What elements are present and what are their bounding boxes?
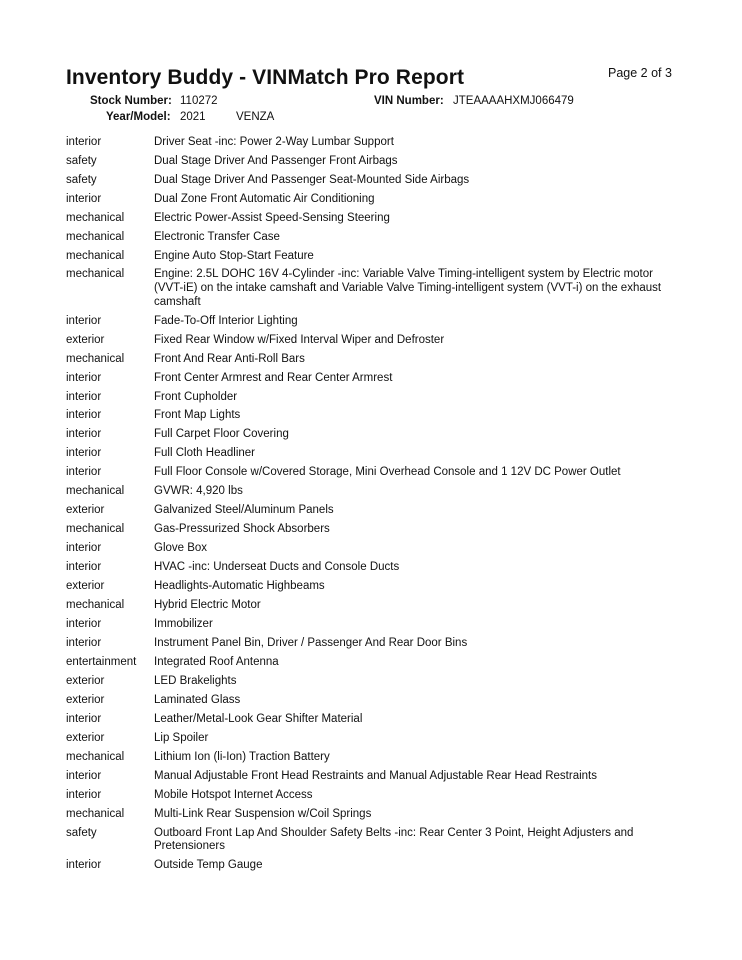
feature-category: safety bbox=[66, 826, 97, 839]
feature-row bbox=[66, 857, 666, 876]
feature-row bbox=[66, 266, 666, 312]
feature-description: Gas-Pressurized Shock Absorbers bbox=[154, 523, 330, 536]
feature-row bbox=[66, 578, 666, 597]
feature-description: Fade-To-Off Interior Lighting bbox=[154, 314, 298, 327]
feature-category: interior bbox=[66, 769, 102, 782]
feature-category: interior bbox=[66, 447, 102, 460]
feature-description: Integrated Roof Antenna bbox=[154, 656, 279, 669]
feature-description: Dual Stage Driver And Passenger Seat-Mounted Side Airbags bbox=[154, 173, 470, 186]
feature-category: interior bbox=[66, 561, 102, 574]
feature-row bbox=[66, 426, 666, 445]
feature-category: interior bbox=[66, 371, 102, 384]
feature-category: interior bbox=[66, 859, 102, 872]
feature-category: mechanical bbox=[66, 230, 125, 243]
feature-category: interior bbox=[66, 192, 102, 205]
feature-category: safety bbox=[66, 154, 97, 167]
feature-category: mechanical bbox=[66, 807, 125, 820]
feature-row bbox=[66, 350, 666, 369]
feature-category: mechanical bbox=[66, 268, 125, 281]
feature-category: interior bbox=[66, 618, 102, 631]
year-value: 2021 bbox=[180, 111, 206, 123]
feature-description: HVAC -inc: Underseat Ducts and Console Ducts bbox=[154, 561, 400, 574]
feature-list bbox=[66, 133, 666, 876]
vin-label: VIN Number: bbox=[374, 95, 444, 107]
feature-description: Outboard Front Lap And Shoulder Safety Belts -inc: Rear Center 3 Point, Height Adjusters and Pretensioners bbox=[154, 826, 634, 853]
feature-row bbox=[66, 209, 666, 228]
feature-category: interior bbox=[66, 466, 102, 479]
year-model-label: Year/Model: bbox=[106, 111, 171, 123]
feature-category: interior bbox=[66, 314, 102, 327]
feature-row bbox=[66, 824, 666, 857]
feature-description: Engine: 2.5L DOHC 16V 4-Cylinder -inc: Variable Valve Timing-intelligent system by Electric motor (VVT-iE) on the intake camshaft and Variable Valve Timing-intelligent system (VVT-i) on the exhaust camshaft bbox=[154, 268, 662, 308]
feature-category: exterior bbox=[66, 580, 105, 593]
feature-row bbox=[66, 190, 666, 209]
feature-row bbox=[66, 691, 666, 710]
feature-row bbox=[66, 634, 666, 653]
report-title: Inventory Buddy - VINMatch Pro Report bbox=[66, 66, 465, 89]
feature-description: Galvanized Steel/Aluminum Panels bbox=[154, 504, 334, 517]
feature-row bbox=[66, 152, 666, 171]
stock-number-label: Stock Number: bbox=[90, 95, 172, 107]
feature-category: interior bbox=[66, 542, 102, 555]
feature-description: Hybrid Electric Motor bbox=[154, 599, 261, 612]
feature-category: exterior bbox=[66, 731, 105, 744]
feature-category: mechanical bbox=[66, 523, 125, 536]
feature-row bbox=[66, 653, 666, 672]
feature-description: Full Cloth Headliner bbox=[154, 447, 255, 460]
feature-row bbox=[66, 312, 666, 331]
stock-number-value: 110272 bbox=[180, 95, 218, 107]
feature-category: mechanical bbox=[66, 750, 125, 763]
feature-category: interior bbox=[66, 788, 102, 801]
feature-row bbox=[66, 445, 666, 464]
feature-description: Instrument Panel Bin, Driver / Passenger And Rear Door Bins bbox=[154, 637, 468, 650]
feature-description: Glove Box bbox=[154, 542, 208, 555]
feature-description: Driver Seat -inc: Power 2-Way Lumbar Support bbox=[154, 135, 394, 148]
feature-row bbox=[66, 767, 666, 786]
feature-row bbox=[66, 369, 666, 388]
feature-description: Lip Spoiler bbox=[154, 731, 209, 744]
feature-description: Mobile Hotspot Internet Access bbox=[154, 788, 313, 801]
feature-description: LED Brakelights bbox=[154, 675, 237, 688]
feature-row bbox=[66, 502, 666, 521]
feature-description: Dual Stage Driver And Passenger Front Airbags bbox=[154, 154, 398, 167]
feature-category: mechanical bbox=[66, 352, 125, 365]
feature-category: exterior bbox=[66, 694, 105, 706]
feature-description: Leather/Metal-Look Gear Shifter Material bbox=[154, 712, 363, 725]
feature-category: interior bbox=[66, 637, 102, 650]
feature-description: Laminated Glass bbox=[154, 694, 241, 706]
feature-row bbox=[66, 710, 666, 729]
feature-category: mechanical bbox=[66, 249, 125, 262]
feature-category: exterior bbox=[66, 504, 105, 517]
vin-value: JTEAAAAHXMJ066479 bbox=[453, 95, 574, 107]
feature-category: mechanical bbox=[66, 485, 125, 498]
feature-description: Dual Zone Front Automatic Air Conditioning bbox=[154, 192, 375, 205]
feature-category: interior bbox=[66, 135, 102, 148]
feature-description: Front Center Armrest and Rear Center Armrest bbox=[154, 371, 393, 384]
feature-description: Multi-Link Rear Suspension w/Coil Springs bbox=[154, 807, 372, 820]
feature-row bbox=[66, 559, 666, 578]
feature-category: exterior bbox=[66, 333, 105, 346]
feature-category: interior bbox=[66, 712, 102, 725]
feature-row bbox=[66, 748, 666, 767]
page-number: Page 2 of 3 bbox=[608, 66, 672, 80]
feature-row bbox=[66, 483, 666, 502]
feature-description: Front Map Lights bbox=[154, 409, 241, 422]
feature-category: exterior bbox=[66, 675, 105, 688]
feature-description: GVWR: 4,920 lbs bbox=[154, 485, 243, 498]
feature-row bbox=[66, 786, 666, 805]
feature-category: interior bbox=[66, 428, 102, 441]
feature-row bbox=[66, 729, 666, 748]
feature-description: Immobilizer bbox=[154, 618, 213, 631]
feature-description: Headlights-Automatic Highbeams bbox=[154, 580, 325, 593]
feature-row bbox=[66, 407, 666, 426]
feature-description: Full Carpet Floor Covering bbox=[154, 428, 289, 441]
feature-row bbox=[66, 805, 666, 824]
feature-description: Electric Power-Assist Speed-Sensing Steering bbox=[154, 211, 390, 224]
feature-category: mechanical bbox=[66, 599, 125, 612]
feature-row bbox=[66, 247, 666, 266]
feature-description: Front And Rear Anti-Roll Bars bbox=[154, 352, 305, 365]
feature-description: Engine Auto Stop-Start Feature bbox=[154, 249, 314, 262]
feature-row bbox=[66, 228, 666, 247]
feature-category: interior bbox=[66, 390, 102, 403]
feature-description: Full Floor Console w/Covered Storage, Mini Overhead Console and 1 12V DC Power Outlet bbox=[154, 466, 621, 479]
feature-description: Lithium Ion (li-Ion) Traction Battery bbox=[154, 750, 330, 763]
feature-description: Outside Temp Gauge bbox=[154, 859, 263, 872]
feature-description: Electronic Transfer Case bbox=[154, 230, 280, 243]
feature-description: Front Cupholder bbox=[154, 390, 238, 403]
feature-row bbox=[66, 596, 666, 615]
feature-row bbox=[66, 464, 666, 483]
feature-description: Manual Adjustable Front Head Restraints and Manual Adjustable Rear Head Restraints bbox=[154, 769, 597, 782]
feature-category: safety bbox=[66, 173, 97, 186]
feature-category: interior bbox=[66, 409, 102, 422]
feature-row bbox=[66, 672, 666, 691]
feature-category: entertainment bbox=[66, 656, 137, 669]
feature-row bbox=[66, 331, 666, 350]
feature-row bbox=[66, 388, 666, 407]
feature-row bbox=[66, 521, 666, 540]
feature-row bbox=[66, 133, 666, 152]
feature-category: mechanical bbox=[66, 211, 125, 224]
model-value: VENZA bbox=[236, 111, 275, 123]
feature-description: Fixed Rear Window w/Fixed Interval Wiper and Defroster bbox=[154, 333, 445, 346]
feature-row bbox=[66, 615, 666, 634]
feature-row bbox=[66, 540, 666, 559]
feature-row bbox=[66, 171, 666, 190]
